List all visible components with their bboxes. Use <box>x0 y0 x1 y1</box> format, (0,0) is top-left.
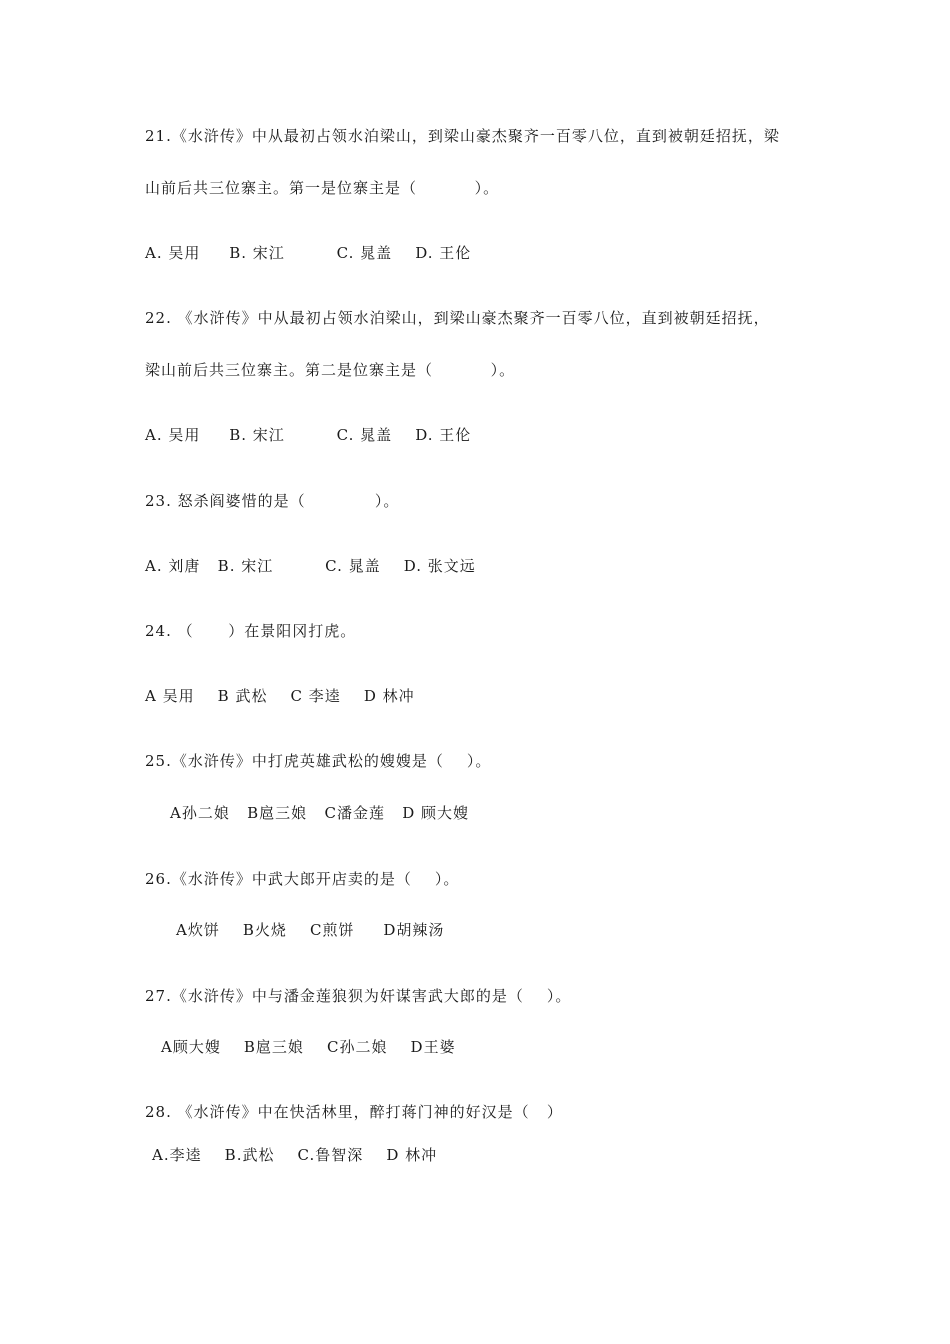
question-24-line-1: 24. （ ）在景阳冈打虎。 <box>145 622 357 640</box>
question-26-line-1: 26.《水浒传》中武大郎开店卖的是（ ）。 <box>145 870 460 888</box>
question-23-options: A. 刘唐 B. 宋江 C. 晁盖 D. 张文远 <box>145 557 476 575</box>
question-22-line-1: 22. 《水浒传》中从最初占领水泊梁山，到梁山豪杰聚齐一百零八位，直到被朝廷招抚， <box>145 309 770 327</box>
question-27-options: A顾大嫂 B扈三娘 C孙二娘 D王婆 <box>161 1038 456 1056</box>
question-21-options: A. 吴用 B. 宋江 C. 晁盖 D. 王伦 <box>145 244 472 262</box>
question-23-line-1: 23. 怒杀阎婆惜的是（ ）。 <box>145 492 400 510</box>
question-28-options: A.李逵 B.武松 C.鲁智深 D 林冲 <box>152 1146 438 1164</box>
question-25-line-1: 25.《水浒传》中打虎英雄武松的嫂嫂是（ ）。 <box>145 752 492 770</box>
question-22-options: A. 吴用 B. 宋江 C. 晁盖 D. 王伦 <box>145 426 472 444</box>
question-21-line-2: 山前后共三位寨主。第一是位寨主是（ ）。 <box>145 179 500 197</box>
question-22-line-2: 梁山前后共三位寨主。第二是位寨主是（ ）。 <box>145 361 516 379</box>
question-28-line-1: 28. 《水浒传》中在快活林里，醉打蒋门神的好汉是（ ） <box>145 1103 563 1121</box>
question-27-line-1: 27.《水浒传》中与潘金莲狼狈为奸谋害武大郎的是（ ）。 <box>145 987 572 1005</box>
question-21-line-1: 21.《水浒传》中从最初占领水泊梁山，到梁山豪杰聚齐一百零八位，直到被朝廷招抚，梁 <box>145 127 780 145</box>
question-26-options: A炊饼 B火烧 C煎饼 D胡辣汤 <box>176 921 445 939</box>
question-25-options: A孙二娘 B扈三娘 C潘金莲 D 顾大嫂 <box>170 804 470 822</box>
question-24-options: A 吴用 B 武松 C 李逵 D 林冲 <box>145 687 415 705</box>
